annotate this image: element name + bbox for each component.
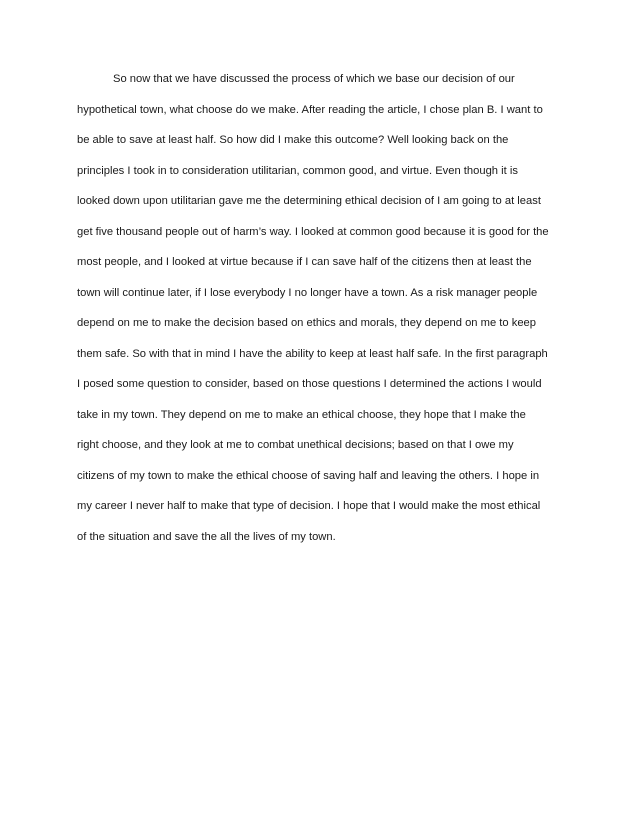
paragraph-line: right choose, and they look at me to combat unethical decisions; based on that I owe my — [77, 439, 514, 451]
paragraph-line: town will continue later, if I lose everybody I no longer have a town. As a risk manager people — [77, 286, 538, 299]
paragraph-line: be able to save at least half. So how did I make this outcome? Well looking back on the — [77, 134, 509, 146]
paragraph-line: most people, and I looked at virtue because if I can save half of the citizens then at least the — [77, 256, 532, 268]
paragraph-line: citizens of my town to make the ethical choose of saving half and leaving the others. I hope in — [77, 469, 540, 482]
paragraph-line: I posed some question to consider, based on those questions I determined the actions I would — [77, 378, 542, 390]
paragraph-line: them safe. So with that in mind I have the ability to keep at least half safe. In the first paragraph — [77, 347, 548, 360]
body-paragraph — [77, 68, 577, 556]
paragraph-line: hypothetical town, what choose do we make. After reading the article, I chose plan B. I want to — [77, 103, 543, 116]
paragraph-line: principles I took in to consideration utilitarian, common good, and virtue. Even though it is — [77, 164, 518, 177]
paragraph-line: take in my town. They depend on me to make an ethical choose, they hope that I make the — [77, 408, 526, 421]
paragraph-line: of the situation and save the all the lives of my town. — [77, 530, 336, 543]
paragraph-line: my career I never half to make that type of decision. I hope that I would make the most ethical — [77, 500, 541, 512]
paragraph-line: depend on me to make the decision based on ethics and morals, they depend on me to keep — [77, 317, 536, 329]
paragraph-line: So now that we have discussed the process of which we base our decision of our — [113, 73, 515, 85]
paragraph-line: looked down upon utilitarian gave me the determining ethical decision of I am going to at least — [77, 195, 541, 207]
paragraph-line: get five thousand people out of harm’s way. I looked at common good because it is good for the — [77, 225, 549, 238]
